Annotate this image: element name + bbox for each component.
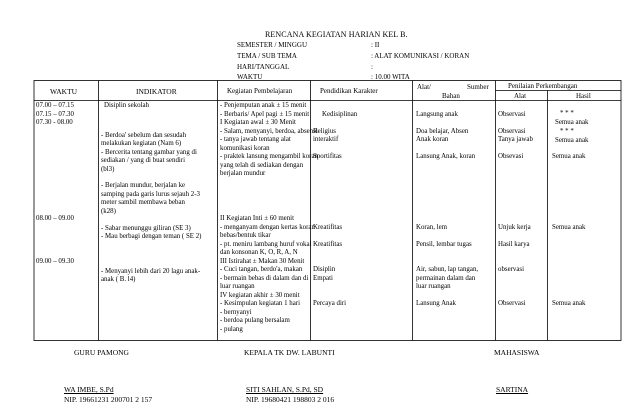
header-penilaian: Penilaian Perkembangan xyxy=(508,82,578,90)
indikator-item: meter sambil membawa beban xyxy=(101,199,185,206)
mahasiswa-name: SARTINA xyxy=(496,385,529,394)
penilaian-alat-item: Hasil karya xyxy=(498,240,530,248)
waktu-value: : 10.00 WITA xyxy=(371,73,410,81)
karakter-item: Kedisiplinan xyxy=(322,110,358,118)
indikator-item: (k28) xyxy=(101,208,116,215)
waktu-row: 07.30 - 08.00 xyxy=(36,119,73,126)
kegiatan-item: II Kegiatan Inti ± 60 menit xyxy=(220,215,295,222)
penilaian-alat-item: Observasi xyxy=(498,300,526,307)
kegiatan-item: - Cuci tangan, berdo'a, makan xyxy=(220,266,303,273)
kegiatan-item: luar ruangan xyxy=(220,283,255,290)
header-sumber: Sumber xyxy=(467,83,489,91)
kegiatan-item: - Penjemputan anak ± 15 menit xyxy=(220,102,307,109)
kegiatan-item: - berdoa pulang bersalam xyxy=(220,317,290,324)
hari-value: : xyxy=(371,63,373,71)
header-waktu: WAKTU xyxy=(50,87,78,96)
penilaian-alat-item: observasi xyxy=(498,266,525,273)
karakter-item: Percaya diri xyxy=(313,300,347,307)
karakter-item: Kreatifitas xyxy=(313,240,343,248)
hasil-item: Semua anak xyxy=(555,119,589,126)
penilaian-alat-item: Unjuk kerja xyxy=(498,223,531,231)
karakter-item: Kreatifitas xyxy=(313,223,343,231)
kegiatan-item: dan konsonan K, O, R, A, N xyxy=(220,249,298,256)
kegiatan-item: - tanya jawab tentang alat xyxy=(220,136,291,143)
indikator-item: - Berjalan mundur, berjalan ke xyxy=(101,182,186,189)
indikator-item: (bl3) xyxy=(101,166,115,173)
sumber-item: Air, sabun, lap tangan, xyxy=(416,266,479,273)
semester-label: SEMESTER / MINGGU xyxy=(237,41,308,49)
guru-pamong-role: GURU PAMONG xyxy=(74,348,129,357)
kegiatan-item: - Salam, menyanyi, berdoa, absensi xyxy=(220,127,318,135)
kepala-name: SITI SAHLAN, S.Pd, SD xyxy=(246,385,324,394)
kegiatan-item: - menganyam dengan kertas koran xyxy=(220,223,315,231)
penilaian-alat-item: Observasi xyxy=(498,127,526,135)
header-karakter: Pendidikan Karakter xyxy=(320,87,378,95)
indikator-item: Disiplin sekolah xyxy=(104,102,149,109)
kegiatan-item: I Kegiatan awal ± 30 Menit xyxy=(220,119,296,126)
kegiatan-item: - pt. meniru lambang huruf vokal xyxy=(220,240,312,248)
sumber-item: permainan dalam dan xyxy=(416,274,476,282)
sumber-item: Koran, lem xyxy=(416,223,447,231)
hasil-item: Semua anak xyxy=(555,137,589,144)
kegiatan-item: - pulang xyxy=(220,325,243,333)
indikator-item: - Mau berbagi dengan teman ( SE 2) xyxy=(101,233,202,240)
header-indikator: INDIKATOR xyxy=(136,87,177,96)
karakter-item: Religius xyxy=(313,127,336,135)
waktu-label: WAKTU xyxy=(237,73,263,81)
hasil-item: Semua anak xyxy=(552,223,586,231)
kegiatan-item: III Istirahat ± Makan 30 Menit xyxy=(220,257,305,265)
hasil-item: Semua anak xyxy=(552,300,586,307)
semester-value: : II xyxy=(371,41,380,49)
karakter-item: Sportifitas xyxy=(313,153,342,160)
header-bahan: Bahan xyxy=(442,92,460,100)
tema-label: TEMA / SUB TEMA xyxy=(237,52,297,60)
penilaian-alat-item: Observasi xyxy=(498,110,526,118)
waktu-row: 07.00 – 07.15 xyxy=(36,102,74,109)
waktu-row: 07.15 – 07.30 xyxy=(36,110,74,118)
kegiatan-item: berjalan mundur xyxy=(220,170,266,177)
kegiatan-item: komunikasi koran xyxy=(220,144,270,152)
sumber-item: Doa belajar, Absen xyxy=(416,127,469,135)
indikator-item: - Bercerita tentang gambar yang di xyxy=(101,149,197,156)
karakter-item: Disiplin xyxy=(313,266,336,273)
indikator-item: sediakan / yang di buat sendiri xyxy=(101,157,186,164)
kegiatan-item: yang telah di sediakan dengan xyxy=(220,161,304,169)
kegiatan-item: - Kesimpulan kegiatan 1 hari xyxy=(220,300,300,307)
kegiatan-item: - bernyanyi xyxy=(220,308,252,316)
sumber-item: Pensil, lembar tugas xyxy=(416,240,472,248)
indikator-item: samping pada garis lurus sejauh 2-3 xyxy=(101,191,200,198)
tema-value: : ALAT KOMUNIKASI / KORAN xyxy=(371,52,470,60)
indikator-item: - Menyanyi lebih dari 20 lagu anak- xyxy=(101,268,201,275)
kegiatan-item: IV kegiatan akhir ± 30 menit xyxy=(220,291,300,299)
penilaian-alat-item: Tanya jawab xyxy=(498,136,533,143)
kepala-role: KEPALA TK DW. LABUNTI xyxy=(244,348,335,357)
karakter-item: interaktif xyxy=(313,136,339,143)
hasil-item: * * * xyxy=(560,110,574,117)
mahasiswa-role: MAHASISWA xyxy=(494,348,540,357)
hari-label: HARI/TANGGAL xyxy=(237,63,290,71)
hasil-item: * * * xyxy=(560,128,574,135)
sumber-item: Lansung Anak, koran xyxy=(416,153,476,160)
header-hasil-sub: Hasil xyxy=(576,92,591,100)
kegiatan-item: - Berbaris/ Apel pagi ± 15 menit xyxy=(220,110,310,118)
waktu-row: 09.00 – 09.30 xyxy=(36,258,74,265)
header-alat: Alat/ xyxy=(417,83,431,91)
indikator-item: - Sabar menunggu giliran (SE 3) xyxy=(101,225,191,232)
karakter-item: Empati xyxy=(313,274,333,282)
document-title: RENCANA KEGIATAN HARIAN KEL B. xyxy=(265,30,408,39)
guru-pamong-nip: NIP. 19661231 200701 2 157 xyxy=(64,395,153,404)
kegiatan-item: - praktek lansung mengambil koran xyxy=(220,153,318,160)
waktu-row: 08.00 – 09.00 xyxy=(36,215,74,222)
indikator-item: anak ( B. l4) xyxy=(101,276,136,283)
kegiatan-item: bebas/bentuk tikar xyxy=(220,232,271,239)
indikator-item: melakukan kegiatan (Nam 6) xyxy=(101,140,182,147)
header-kegiatan: Kegiatan Pembelajaran xyxy=(227,87,293,95)
sumber-item: luar ruangan xyxy=(416,283,451,290)
sumber-item: Anak koran xyxy=(416,136,449,143)
kepala-nip: NIP. 19680421 198803 2 016 xyxy=(246,395,335,404)
header-alat-sub: Alat xyxy=(514,92,527,100)
kegiatan-item: - bermain bebas di dalam dan di xyxy=(220,274,309,282)
sumber-item: Langsung anak xyxy=(416,110,458,118)
sumber-item: Lansung Anak xyxy=(416,300,456,307)
indikator-item: - Berdoa' sebelum dan sesudah xyxy=(101,132,187,139)
guru-pamong-name: WA IMBE, S.Pd xyxy=(64,385,114,394)
hasil-item: Semua anak xyxy=(552,153,586,160)
penilaian-alat-item: Obsevasi xyxy=(498,153,524,160)
